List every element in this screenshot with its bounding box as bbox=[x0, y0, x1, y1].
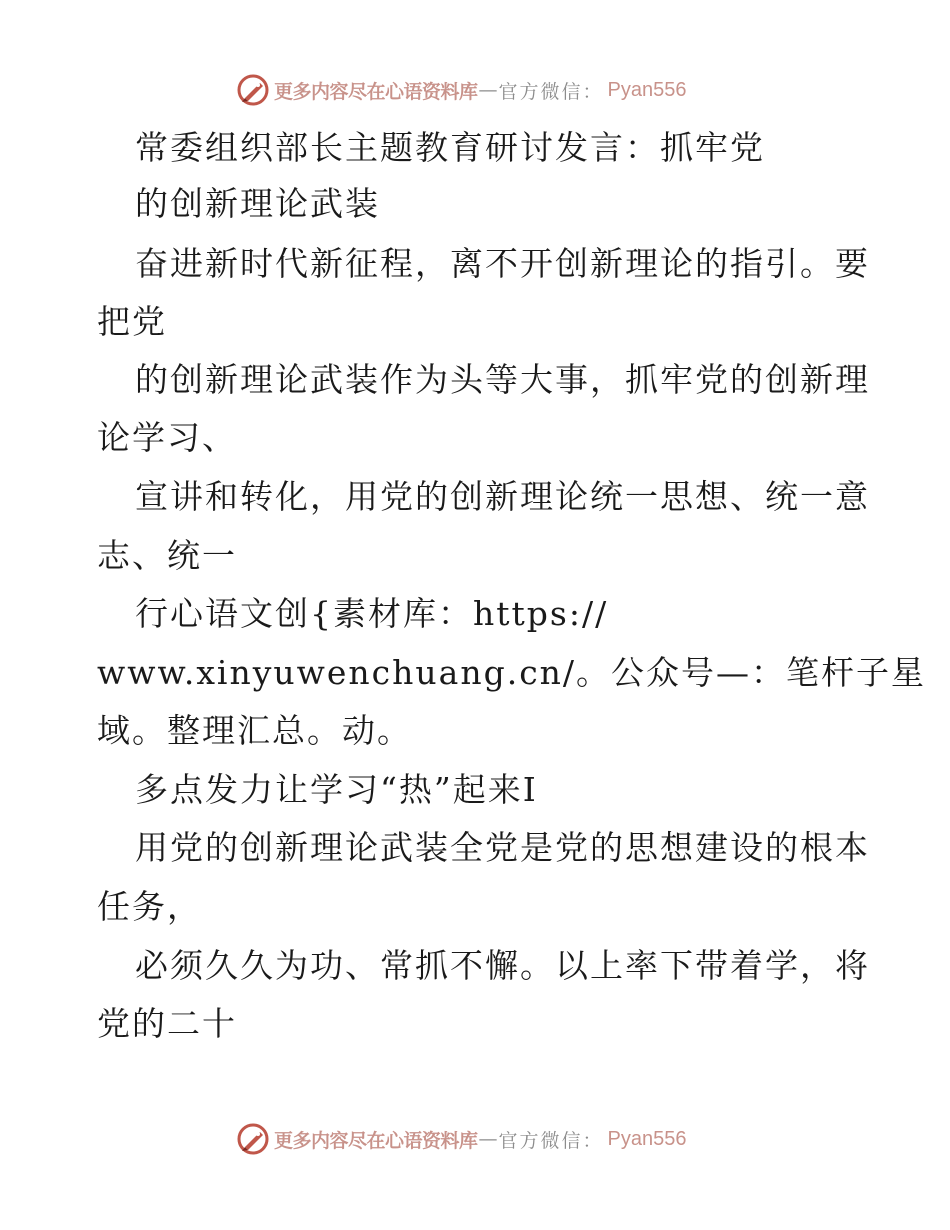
footer-watermark bbox=[236, 1121, 687, 1157]
text-line: 必须久久为功、常抓不懈。以上率下带着学，将 bbox=[135, 946, 870, 985]
footer-official-label: 官方微信： bbox=[498, 1129, 604, 1152]
footer-separator: — bbox=[478, 1128, 498, 1150]
header-site-text: 更多内容尽在心语资料库 bbox=[274, 80, 478, 103]
text-line: 论学习、 bbox=[97, 418, 237, 457]
text-line: 任务， bbox=[97, 887, 202, 926]
pen-logo-icon bbox=[236, 1122, 270, 1156]
text-line: 域。整理汇总。动。 bbox=[97, 711, 412, 750]
header-wechat-id: Pyan556 bbox=[607, 78, 687, 101]
text-line: 行心语文创{素材库：https:// bbox=[135, 594, 609, 633]
text-line: 的创新理论武装 bbox=[135, 184, 380, 223]
text-line: www.xinyuwenchuang.cn/。公众号—：笔杆子星 bbox=[97, 653, 927, 692]
text-line: 多点发力让学习“热”起来I bbox=[135, 770, 538, 809]
header-separator: — bbox=[478, 79, 498, 101]
text-line: 宣讲和转化，用党的创新理论统一思想、统一意 bbox=[135, 477, 870, 516]
header-watermark bbox=[236, 72, 687, 108]
header-official-label: 官方微信： bbox=[498, 80, 604, 103]
pen-logo-icon bbox=[236, 73, 270, 107]
text-line: 常委组织部长主题教育研讨发言：抓牢党 bbox=[135, 128, 765, 167]
footer-wechat-id: Pyan556 bbox=[607, 1127, 687, 1150]
text-line: 志、统一 bbox=[97, 536, 237, 575]
text-line: 用党的创新理论武装全党是党的思想建设的根本 bbox=[135, 828, 870, 867]
footer-site-text: 更多内容尽在心语资料库 bbox=[274, 1129, 478, 1152]
text-line: 奋进新时代新征程，离不开创新理论的指引。要 bbox=[135, 244, 870, 283]
text-line: 党的二十 bbox=[97, 1004, 237, 1043]
text-line: 的创新理论武装作为头等大事，抓牢党的创新理 bbox=[135, 360, 870, 399]
text-line: 把党 bbox=[97, 302, 167, 341]
